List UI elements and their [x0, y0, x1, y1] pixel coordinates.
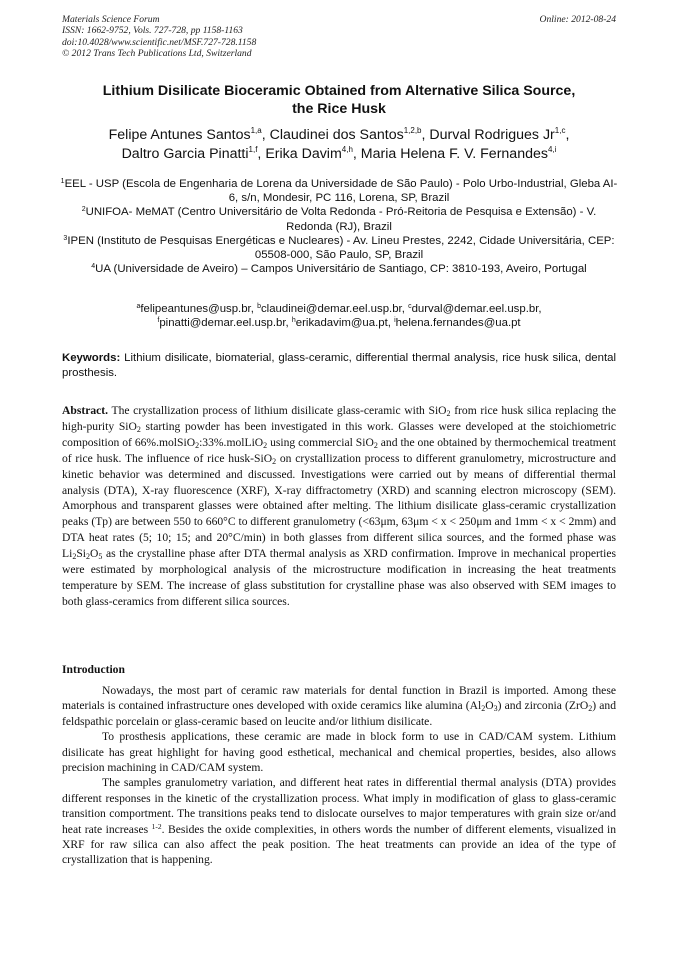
abstract-label: Abstract.	[62, 404, 109, 417]
author-affil-mark: 4,i	[547, 144, 557, 154]
journal-header	[62, 14, 616, 59]
keywords-text: Lithium disilicate, biomaterial, glass-ceramic, differential thermal analysis, rice husk silica, dental prosthesis.	[62, 352, 616, 379]
author-name: Claudinei dos Santos	[269, 127, 404, 143]
email-link[interactable]: felipeantunes@usp.br	[140, 303, 251, 315]
email-link[interactable]: erikadavim@ua.pt	[295, 317, 388, 330]
abstract: Abstract. The crystallization process of lithium disilicate glass-ceramic with SiO$_2$ from rice husk silica replacing the high-purity SiO$_2$ starting powder has been investigated in this work. Glasses were developed at the stoichiometric composition of 66%.molSiO$_2$:33%.molLiO$_2$ using commercial SiO$_2$ and the one obtained by thermochemical treatment of rice husk. The influence of rice husk-SiO$_2$ on crystallization process to different granulometry, microstructure and kinetic behavior was determined and discussed. Investigations were carried out by means of differential thermal analysis (DTA), X-ray fluorescence (XRF), X-ray diffractometry (XRD) and scanning electron microscopy (SEM). Amorphous and transparent glasses were obtained after melting. The lithium disilicate glass-ceramic crystallization peaks (Tp) are between 550 to 660°C to different granulometry (<63μm, 63μm < x < 250μm and 1mm < x < 2mm) and DTA heat rates (5; 10; 15; and 20°C/min) in both glasses from different silica sources, and the formed phase was $Li_2Si_2O_5$ as the crystalline phase after DTA thermal analysis as XRD confirmation. Improve in mechanical properties were estimated by morphological analysis of the microstructure modification in increasing the heat treatments temperature by SEM. The increase of glass substitution for crystalline phase was also observed with SEM images to both glass-ceramics from different silica sources.	[62, 404, 617, 608]
email-link[interactable]: helena.fernandes@ua.pt	[395, 317, 521, 330]
author-affil-mark: 1,c	[554, 126, 566, 135]
paragraph: Nowadays, the most part of ceramic raw materials for dental function in Brazil is imported. Among these materials is contained infrastructure ones developed with oxide ceramics like alumina $(Al_2O_3)$ and zirconia (ZrO$_2$) and feldspathic porcelain or glass-ceramic based on leucite and/or lithium disilicate.	[62, 684, 617, 728]
title-line-1: Lithium Disilicate Bioceramic Obtained from Alternative Silica Source,	[102, 83, 576, 99]
title-line-2: the Rice Husk	[292, 101, 386, 117]
journal-name: Materials Science Forum	[62, 14, 160, 25]
paragraph: The samples granulometry variation, and different heat rates in differential thermal analysis (DTA) provides different responses in the kinetic of the crystallization process. What imply in modification of glass to glass-ceramic transition comportment. The transitions peaks tend to dislocate ourselves to major temperatures with grain size or/and heat rate increases $^{1-2}$. Besides the oxide complexities, in others words the number of different elements, visualized in XRF for raw silica can also affect the peak position. The heat treatments can provide an idea of the type of crystallization that is happening.	[62, 776, 616, 867]
email-link[interactable]: durval@demar.eel.usp.br	[411, 303, 539, 315]
affiliation-item: $^3$IPEN (Instituto de Pesquisas Energéticas e Nucleares) - Av. Lineu Prestes, 2242, Cidade Universitária, CEP: 05508-000, São Paulo, SP, Brazil	[63, 234, 615, 262]
affiliation-item: $^1$EEL - USP (Escola de Engenharia de Lorena da Universidade de São Paulo) - Polo Urbo-Industrial, Gleba AI-6, s/n, Mondesir, PC 116, Lorena, SP, Brazil	[60, 178, 618, 205]
keywords-label: Keywords:	[62, 352, 121, 364]
author-name: Felipe Antunes Santos	[108, 127, 251, 143]
author-affil-mark: 4,h	[341, 144, 353, 154]
affiliation-list	[60, 177, 618, 276]
author-affil-mark: 1,2,b	[403, 126, 422, 135]
introduction-body	[62, 683, 616, 868]
author-affil-mark: 1,a	[250, 126, 262, 135]
paper-title	[62, 82, 616, 118]
online-date: Online: 2012-08-24	[539, 14, 616, 25]
author-line-1: Felipe Antunes Santos$^{1,a}$, Claudinei dos Santos$^{1,2,b}$, Durval Rodrigues Jr$^{1,c}$,	[108, 126, 570, 143]
email-list	[62, 302, 616, 330]
author-affil-mark: 1,f	[248, 144, 258, 154]
affiliation-item: $^2$UNIFOA- MeMAT (Centro Universitário de Volta Redonda - Pró-Reitoria de Pesquisa e Extensão) - V. Redonda (RJ), Brazil	[81, 206, 597, 233]
author-list	[62, 126, 616, 163]
author-name: Daltro Garcia Pinatti	[121, 145, 249, 162]
email-link[interactable]: claudinei@demar.eel.usp.br	[260, 303, 402, 315]
author-name: Maria Helena F. V. Fernandes	[360, 145, 548, 162]
journal-issn: ISSN: 1662-9752, Vols. 727-728, pp 1158-1163	[62, 25, 243, 37]
journal-copyright: © 2012 Trans Tech Publications Ltd, Switzerland	[62, 47, 252, 59]
email-link[interactable]: pinatti@demar.eel.usp.br	[159, 317, 286, 330]
journal-doi: doi:10.4028/www.scientific.net/MSF.727-728.1158	[62, 36, 257, 48]
keywords	[62, 351, 616, 381]
author-line-2: Daltro Garcia Pinatti$^{1,f}$, Erika Davim$^{4,h}$, Maria Helena F. V. Fernandes$^{4,i}$	[121, 144, 557, 162]
author-name: Erika Davim	[265, 145, 342, 162]
email-line-1: $^a$felipeantunes@usp.br, $^b$claudinei@demar.eel.usp.br, $^c$durval@demar.eel.usp.br,	[136, 303, 542, 315]
author-name: Durval Rodrigues Jr	[429, 127, 555, 143]
introduction-heading: Introduction	[62, 663, 125, 676]
paragraph: To prosthesis applications, these ceramic are made in block form to use in CAD/CAM system. Lithium disilicate has great highlight for having good esthetical, mechanical and chemical properties, besides, also allows precision machining in CAD/CAM system.	[62, 730, 616, 775]
email-line-2: $^f$pinatti@demar.eel.usp.br, $^h$erikadavim@ua.pt, $^i$helena.fernandes@ua.pt	[157, 317, 521, 330]
citation-ref: 1-2	[151, 821, 162, 831]
affiliation-item: $^4$UA (Universidade de Aveiro) – Campos Universitário de Santiago, CP: 3810-193, Aveiro, Portugal	[91, 263, 587, 276]
